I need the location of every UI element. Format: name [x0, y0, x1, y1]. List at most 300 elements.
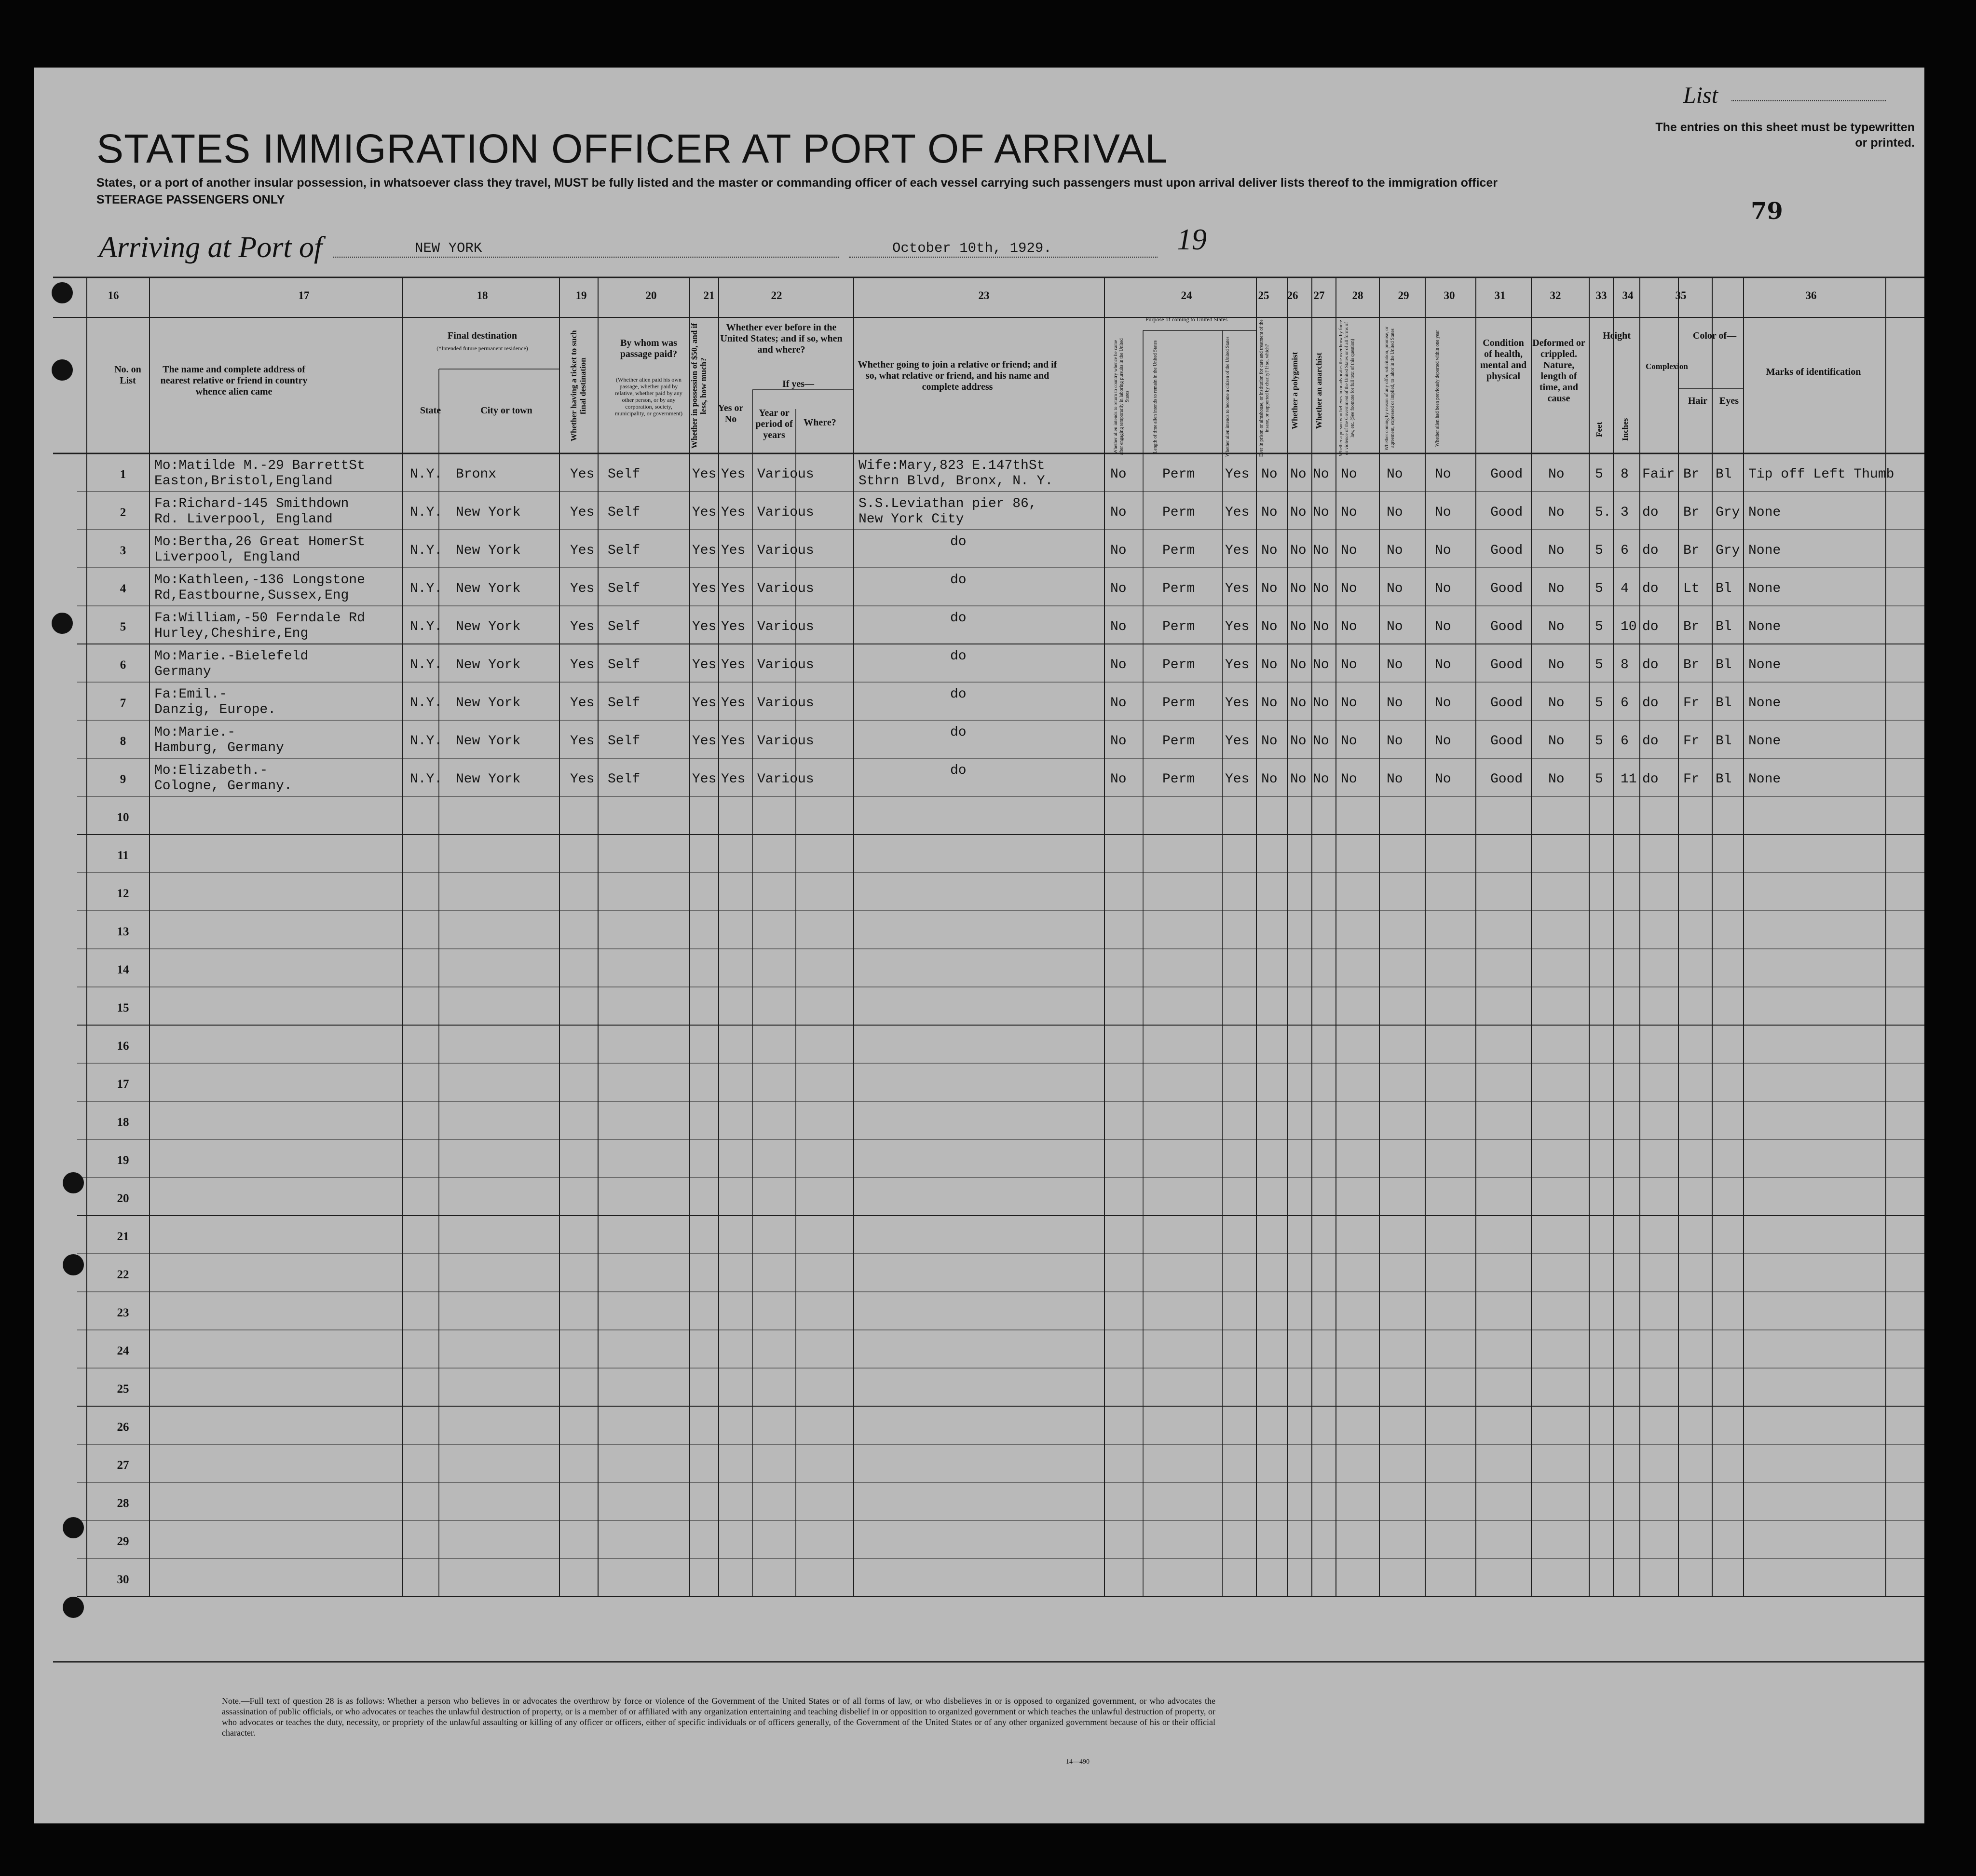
possession-cell: Yes — [692, 734, 717, 749]
col-num-21: 21 — [703, 289, 715, 301]
relative-line-2: Cologne, Germany. — [154, 779, 292, 794]
deported-cell: No — [1435, 696, 1451, 711]
before-in-us-period-cell: Various — [757, 543, 814, 558]
eyes-cell: Gry — [1716, 505, 1740, 520]
purpose-citizen-cell: Yes — [1225, 543, 1250, 558]
heading-passage-paid: By whom was passage paid? — [620, 338, 678, 359]
before-in-us-cell: Yes — [721, 581, 746, 596]
deported-cell: No — [1435, 467, 1451, 482]
row-number: 27 — [117, 1459, 129, 1472]
page-number: 79 — [1751, 198, 1783, 225]
deformed-cell: No — [1548, 734, 1565, 749]
state-cell: N.Y. — [410, 543, 443, 558]
joining-line-1: do — [950, 687, 967, 702]
row-number: 10 — [117, 811, 129, 824]
deformed-cell: No — [1548, 696, 1565, 711]
possession-cell: Yes — [692, 696, 717, 711]
row-number: 11 — [117, 849, 129, 862]
col-num-16: 16 — [108, 289, 119, 301]
marks-cell: Tip off Left Thumb — [1748, 467, 1894, 482]
arriving-label: Arriving at Port of — [99, 231, 323, 264]
manifest-sheet — [34, 68, 1924, 1823]
purpose-length-cell: Perm — [1162, 734, 1195, 749]
col-num-17: 17 — [298, 289, 310, 301]
overthrow-cell: No — [1341, 619, 1357, 634]
contract-labor-cell: No — [1387, 657, 1403, 672]
prison-cell: No — [1261, 581, 1278, 596]
complexion-cell: do — [1642, 581, 1659, 596]
ticket-cell: Yes — [570, 657, 595, 672]
purpose-length-cell: Perm — [1162, 581, 1195, 596]
relative-line-1: Fa:Richard-145 Smithdown — [154, 496, 349, 511]
heading-marks: Marks of identification — [1766, 367, 1861, 377]
relative-line-2: Rd,Eastbourne,Sussex,Eng — [154, 588, 349, 603]
heading-contract-labor: Whether coming by reason of any offer, solicitation, promise, or agreement, expressed or implied, to labor in the United States — [1384, 326, 1395, 451]
purpose-return-cell: No — [1110, 543, 1127, 558]
height-inches-cell: 8 — [1621, 467, 1629, 482]
overthrow-cell: No — [1341, 657, 1357, 672]
before-in-us-period-cell: Various — [757, 772, 814, 787]
height-inches-cell: 6 — [1621, 734, 1629, 749]
purpose-citizen-cell: Yes — [1225, 581, 1250, 596]
marks-cell: None — [1748, 772, 1781, 787]
row-number: 24 — [117, 1344, 129, 1357]
col-num-23: 23 — [978, 289, 990, 301]
row-number: 8 — [120, 735, 126, 748]
polygamist-cell: No — [1290, 696, 1307, 711]
state-cell: N.Y. — [410, 696, 443, 711]
possession-cell: Yes — [692, 772, 717, 787]
joining-line-2: New York City — [859, 512, 964, 527]
deformed-cell: No — [1548, 505, 1565, 520]
purpose-return-cell: No — [1110, 734, 1127, 749]
row-number: 13 — [117, 925, 129, 938]
joining-line-1: do — [950, 534, 967, 549]
relative-line-1: Mo:Elizabeth.- — [154, 763, 268, 778]
purpose-return-cell: No — [1110, 581, 1127, 596]
heading-final-destination-note: (*Intended future permanent residence) — [436, 345, 528, 352]
col-num-36: 36 — [1805, 289, 1817, 301]
row-number: 15 — [117, 1001, 129, 1014]
purpose-length-cell: Perm — [1162, 772, 1195, 787]
row-number: 28 — [117, 1497, 129, 1510]
anarchist-cell: No — [1313, 696, 1329, 711]
anarchist-cell: No — [1313, 657, 1329, 672]
health-cell: Good — [1490, 505, 1523, 520]
height-feet-cell: 5 — [1595, 619, 1603, 634]
health-cell: Good — [1490, 696, 1523, 711]
heading-state: State — [420, 405, 441, 416]
before-in-us-period-cell: Various — [757, 657, 814, 672]
list-label: List — [1683, 82, 1718, 108]
deformed-cell: No — [1548, 657, 1565, 672]
form-number: 14—490 — [1066, 1758, 1090, 1766]
city-cell: New York — [456, 657, 521, 672]
row-number: 19 — [117, 1154, 129, 1167]
deported-cell: No — [1435, 657, 1451, 672]
possession-cell: Yes — [692, 505, 717, 520]
height-feet-cell: 5. — [1595, 505, 1611, 520]
purpose-citizen-cell: Yes — [1225, 772, 1250, 787]
purpose-citizen-cell: Yes — [1225, 696, 1250, 711]
binder-hole — [52, 613, 73, 634]
health-cell: Good — [1490, 772, 1523, 787]
overthrow-cell: No — [1341, 772, 1357, 787]
hair-cell: Br — [1683, 467, 1700, 482]
hair-cell: Fr — [1683, 696, 1700, 711]
purpose-length-cell: Perm — [1162, 505, 1195, 520]
relative-line-1: Mo:Marie.- — [154, 725, 236, 740]
marks-cell: None — [1748, 543, 1781, 558]
joining-line-1: do — [950, 649, 967, 664]
col-num-24: 24 — [1181, 289, 1192, 301]
height-feet-cell: 5 — [1595, 657, 1603, 672]
prison-cell: No — [1261, 543, 1278, 558]
footnote-question-28: Note.—Full text of question 28 is as follows: Whether a person who believes in or advocates the overthrow by force or violence of the Government of the United States or of all forms of law, or who disbelieves in or is opposed to organized government, or who advocates the assassination of public officials, or who advocates or teaches the unlawful destruction of property, or is a member of or affiliated with any organization entertaining and teaching disbelief in or opposition to organized government or which teaches the unlawful destruction of property, or who advocates or teaches the duty, necessity, or propriety of the unlawful assaulting or killing of any officer or officers, either of specific individuals or of officers generally, of the Government of the United States or of any other organized government because of his or their official character. — [222, 1696, 1215, 1738]
relative-line-2: Germany — [154, 664, 211, 679]
joining-line-1: do — [950, 611, 967, 626]
before-in-us-cell: Yes — [721, 734, 746, 749]
health-cell: Good — [1490, 734, 1523, 749]
height-inches-cell: 8 — [1621, 657, 1629, 672]
row-number: 18 — [117, 1116, 129, 1129]
height-inches-cell: 3 — [1621, 505, 1629, 520]
overthrow-cell: No — [1341, 696, 1357, 711]
overthrow-cell: No — [1341, 467, 1357, 482]
purpose-length-cell: Perm — [1162, 467, 1195, 482]
passage-paid-cell: Self — [608, 581, 640, 596]
deported-cell: No — [1435, 772, 1451, 787]
polygamist-cell: No — [1290, 734, 1307, 749]
health-cell: Good — [1490, 581, 1523, 596]
height-feet-cell: 5 — [1595, 772, 1603, 787]
eyes-cell: Bl — [1716, 581, 1732, 596]
joining-line-1: do — [950, 725, 967, 740]
prison-cell: No — [1261, 772, 1278, 787]
health-cell: Good — [1490, 657, 1523, 672]
height-feet-cell: 5 — [1595, 734, 1603, 749]
height-inches-cell: 6 — [1621, 543, 1629, 558]
heading-eyes: Eyes — [1719, 396, 1739, 406]
hair-cell: Fr — [1683, 734, 1700, 749]
passage-paid-cell: Self — [608, 772, 640, 787]
row-number: 4 — [120, 582, 126, 595]
purpose-citizen-cell: Yes — [1225, 734, 1250, 749]
complexion-cell: do — [1642, 543, 1659, 558]
year-prefix: 19 — [1177, 223, 1207, 256]
polygamist-cell: No — [1290, 619, 1307, 634]
before-in-us-period-cell: Various — [757, 696, 814, 711]
row-number: 12 — [117, 887, 129, 900]
relative-line-1: Fa:William,-50 Ferndale Rd — [154, 611, 365, 626]
state-cell: N.Y. — [410, 772, 443, 787]
health-cell: Good — [1490, 543, 1523, 558]
before-in-us-cell: Yes — [721, 772, 746, 787]
contract-labor-cell: No — [1387, 543, 1403, 558]
heading-purpose-citizen: Whether alien intends to become a citizen of the United States — [1225, 336, 1230, 457]
col-num-28: 28 — [1352, 289, 1363, 301]
heading-feet: Feet — [1594, 422, 1604, 437]
heading-where: Where? — [804, 417, 836, 428]
ticket-cell: Yes — [570, 467, 595, 482]
anarchist-cell: No — [1313, 619, 1329, 634]
prison-cell: No — [1261, 657, 1278, 672]
deformed-cell: No — [1548, 543, 1565, 558]
deformed-cell: No — [1548, 467, 1565, 482]
purpose-return-cell: No — [1110, 657, 1127, 672]
deported-cell: No — [1435, 505, 1451, 520]
heading-deformed: Deformed or crippled. Nature, length of time, and cause — [1532, 338, 1585, 404]
state-cell: N.Y. — [410, 467, 443, 482]
deported-cell: No — [1435, 619, 1451, 634]
col-num-19: 19 — [575, 289, 587, 301]
before-in-us-period-cell: Various — [757, 734, 814, 749]
marks-cell: None — [1748, 696, 1781, 711]
possession-cell: Yes — [692, 543, 717, 558]
before-in-us-cell: Yes — [721, 543, 746, 558]
contract-labor-cell: No — [1387, 505, 1403, 520]
col-num-34: 34 — [1622, 289, 1634, 301]
col-num-32: 32 — [1550, 289, 1561, 301]
col-num-30: 30 — [1444, 289, 1455, 301]
row-number: 6 — [120, 658, 126, 671]
deformed-cell: No — [1548, 581, 1565, 596]
height-inches-cell: 4 — [1621, 581, 1629, 596]
city-cell: New York — [456, 734, 521, 749]
relative-line-1: Mo:Matilde M.-29 BarrettSt — [154, 458, 365, 473]
row-number: 2 — [120, 506, 126, 519]
anarchist-cell: No — [1313, 772, 1329, 787]
passenger-class-note: STEERAGE PASSENGERS ONLY — [96, 193, 285, 206]
polygamist-cell: No — [1290, 657, 1307, 672]
joining-line-1: S.S.Leviathan pier 86, — [859, 496, 1037, 511]
row-number: 9 — [120, 773, 126, 786]
passage-paid-cell: Self — [608, 543, 640, 558]
relative-line-2: Rd. Liverpool, England — [154, 512, 333, 527]
heading-purpose-length: Length of time alien intends to remain in the United States — [1153, 340, 1158, 453]
state-cell: N.Y. — [410, 657, 443, 672]
city-cell: New York — [456, 772, 521, 787]
passage-paid-cell: Self — [608, 657, 640, 672]
complexion-cell: do — [1642, 772, 1659, 787]
complexion-cell: do — [1642, 619, 1659, 634]
height-feet-cell: 5 — [1595, 467, 1603, 482]
contract-labor-cell: No — [1387, 772, 1403, 787]
purpose-length-cell: Perm — [1162, 619, 1195, 634]
row-number: 16 — [117, 1040, 129, 1053]
col-num-18: 18 — [477, 289, 488, 301]
health-cell: Good — [1490, 619, 1523, 634]
col-num-31: 31 — [1494, 289, 1506, 301]
purpose-return-cell: No — [1110, 772, 1127, 787]
heading-possession-50: Whether in possession of $50, and if less, how much? — [690, 323, 708, 449]
before-in-us-period-cell: Various — [757, 619, 814, 634]
deported-cell: No — [1435, 734, 1451, 749]
passage-paid-cell: Self — [608, 734, 640, 749]
height-inches-cell: 10 — [1621, 619, 1637, 634]
heading-health: Condition of health, mental and physical — [1480, 338, 1527, 382]
state-cell: N.Y. — [410, 734, 443, 749]
deported-cell: No — [1435, 581, 1451, 596]
row-number: 5 — [120, 620, 126, 633]
binder-hole — [63, 1172, 84, 1193]
state-cell: N.Y. — [410, 619, 443, 634]
ticket-cell: Yes — [570, 505, 595, 520]
eyes-cell: Gry — [1716, 543, 1740, 558]
hair-cell: Br — [1683, 657, 1700, 672]
before-in-us-cell: Yes — [721, 619, 746, 634]
eyes-cell: Bl — [1716, 619, 1732, 634]
heading-yes-or-no: Yes or No — [718, 403, 744, 424]
heading-before-in-us: Whether ever before in the United States; and if so, when and where? — [720, 322, 843, 355]
heading-hair: Hair — [1688, 396, 1707, 406]
height-feet-cell: 5 — [1595, 543, 1603, 558]
heading-joining: Whether going to join a relative or friend; and if so, what relative or friend, and his name and complete address — [858, 359, 1057, 392]
col-num-27: 27 — [1313, 289, 1325, 301]
row-number: 23 — [117, 1306, 129, 1319]
marks-cell: None — [1748, 619, 1781, 634]
complexion-cell: do — [1642, 734, 1659, 749]
purpose-return-cell: No — [1110, 696, 1127, 711]
binder-hole — [52, 359, 73, 381]
heading-purpose: Purpose of coming to United States — [1145, 316, 1228, 323]
row-number: 3 — [120, 544, 126, 557]
relative-line-1: Mo:Bertha,26 Great HomerSt — [154, 534, 365, 549]
row-number: 26 — [117, 1421, 129, 1434]
overthrow-cell: No — [1341, 543, 1357, 558]
row-number: 14 — [117, 963, 129, 976]
prison-cell: No — [1261, 619, 1278, 634]
eyes-cell: Bl — [1716, 657, 1732, 672]
height-feet-cell: 5 — [1595, 696, 1603, 711]
relative-line-1: Fa:Emil.- — [154, 687, 228, 702]
form-instructions: States, or a port of another insular possession, in whatsoever class they travel, MUST be fully listed and the master or commanding officer of each vessel carrying such passengers must upon arrival deliver lists thereof to the immigration officer — [96, 176, 1498, 190]
hair-cell: Lt — [1683, 581, 1700, 596]
contract-labor-cell: No — [1387, 696, 1403, 711]
row-number: 22 — [117, 1268, 129, 1281]
purpose-length-cell: Perm — [1162, 657, 1195, 672]
row-number: 1 — [120, 468, 126, 481]
heading-no-on-list: No. on List — [114, 364, 141, 386]
heading-ticket: Whether having a ticket to such final destination — [569, 330, 587, 442]
col-num-33: 33 — [1595, 289, 1607, 301]
heading-prison: Ever in prison or almshouse, or institution for care and treatment of the insane, or supported by charity? If so, which? — [1259, 319, 1270, 457]
relative-line-2: Hamburg, Germany — [154, 740, 284, 755]
heading-deported: Whether alien had been previously deported within one year — [1435, 330, 1440, 447]
heading-passage-paid-note: (Whether alien paid his own passage, whether paid by relative, whether paid by any other person, or by any corporation, society, municipality, or government) — [614, 376, 683, 417]
heading-relative-abroad: The name and complete address of nearest relative or friend in country whence alien came — [160, 364, 308, 397]
relative-line-2: Liverpool, England — [154, 550, 300, 565]
before-in-us-cell: Yes — [721, 657, 746, 672]
hair-cell: Br — [1683, 543, 1700, 558]
city-cell: New York — [456, 505, 521, 520]
city-cell: New York — [456, 543, 521, 558]
state-cell: N.Y. — [410, 581, 443, 596]
city-cell: New York — [456, 581, 521, 596]
purpose-citizen-cell: Yes — [1225, 619, 1250, 634]
row-number: 17 — [117, 1078, 129, 1091]
purpose-return-cell: No — [1110, 467, 1127, 482]
joining-line-2: Sthrn Blvd, Bronx, N. Y. — [859, 474, 1053, 489]
binder-hole — [63, 1517, 84, 1538]
prison-cell: No — [1261, 467, 1278, 482]
heading-overthrow: Whether a person who believes in or advocates the overthrow by force or violence of the Government of the United States or of all forms of law, etc. (See footnote for full text of this question) — [1338, 320, 1355, 457]
state-cell: N.Y. — [410, 505, 443, 520]
row-number: 25 — [117, 1383, 129, 1396]
heading-final-destination: Final destination — [448, 330, 517, 341]
col-num-25: 25 — [1258, 289, 1269, 301]
anarchist-cell: No — [1313, 505, 1329, 520]
port-value: NEW YORK — [415, 240, 482, 256]
col-num-29: 29 — [1398, 289, 1409, 301]
ticket-cell: Yes — [570, 734, 595, 749]
before-in-us-period-cell: Various — [757, 467, 814, 482]
relative-line-1: Mo:Marie.-Bielefeld — [154, 649, 309, 664]
contract-labor-cell: No — [1387, 734, 1403, 749]
city-cell: New York — [456, 696, 521, 711]
health-cell: Good — [1490, 467, 1523, 482]
row-number: 29 — [117, 1535, 129, 1548]
polygamist-cell: No — [1290, 581, 1307, 596]
joining-line-1: do — [950, 763, 967, 778]
polygamist-cell: No — [1290, 505, 1307, 520]
ticket-cell: Yes — [570, 696, 595, 711]
deformed-cell: No — [1548, 619, 1565, 634]
anarchist-cell: No — [1313, 543, 1329, 558]
before-in-us-cell: Yes — [721, 467, 746, 482]
before-in-us-period-cell: Various — [757, 581, 814, 596]
heading-color-of: Color of— — [1692, 330, 1737, 341]
prison-cell: No — [1261, 505, 1278, 520]
col-num-26: 26 — [1287, 289, 1298, 301]
table-grid — [34, 68, 1924, 1823]
row-number: 30 — [117, 1573, 129, 1586]
relative-line-2: Danzig, Europe. — [154, 702, 276, 717]
possession-cell: Yes — [692, 619, 717, 634]
joining-line-1: do — [950, 573, 967, 588]
polygamist-cell: No — [1290, 543, 1307, 558]
purpose-citizen-cell: Yes — [1225, 505, 1250, 520]
purpose-return-cell: No — [1110, 619, 1127, 634]
purpose-length-cell: Perm — [1162, 543, 1195, 558]
contract-labor-cell: No — [1387, 619, 1403, 634]
possession-cell: Yes — [692, 467, 717, 482]
passage-paid-cell: Self — [608, 619, 640, 634]
deformed-cell: No — [1548, 772, 1565, 787]
anarchist-cell: No — [1313, 581, 1329, 596]
heading-purpose-return: Whether alien intends to return to country whence he came after engaging temporarily in laboring pursuits in the United States — [1113, 338, 1130, 455]
purpose-citizen-cell: Yes — [1225, 657, 1250, 672]
binder-hole — [52, 282, 73, 303]
overthrow-cell: No — [1341, 505, 1357, 520]
heading-complexion: Complexion — [1646, 362, 1688, 371]
hair-cell: Br — [1683, 505, 1700, 520]
heading-inches: Inches — [1621, 418, 1630, 441]
eyes-cell: Bl — [1716, 696, 1732, 711]
ticket-cell: Yes — [570, 581, 595, 596]
height-feet-cell: 5 — [1595, 581, 1603, 596]
heading-if-yes: If yes— — [782, 379, 815, 389]
ticket-cell: Yes — [570, 619, 595, 634]
relative-line-2: Hurley,Cheshire,Eng — [154, 626, 309, 641]
overthrow-cell: No — [1341, 581, 1357, 596]
anarchist-cell: No — [1313, 734, 1329, 749]
joining-line-1: Wife:Mary,823 E.147thSt — [859, 458, 1045, 473]
marks-cell: None — [1748, 581, 1781, 596]
marks-cell: None — [1748, 657, 1781, 672]
purpose-return-cell: No — [1110, 505, 1127, 520]
relative-line-2: Easton,Bristol,England — [154, 474, 333, 489]
